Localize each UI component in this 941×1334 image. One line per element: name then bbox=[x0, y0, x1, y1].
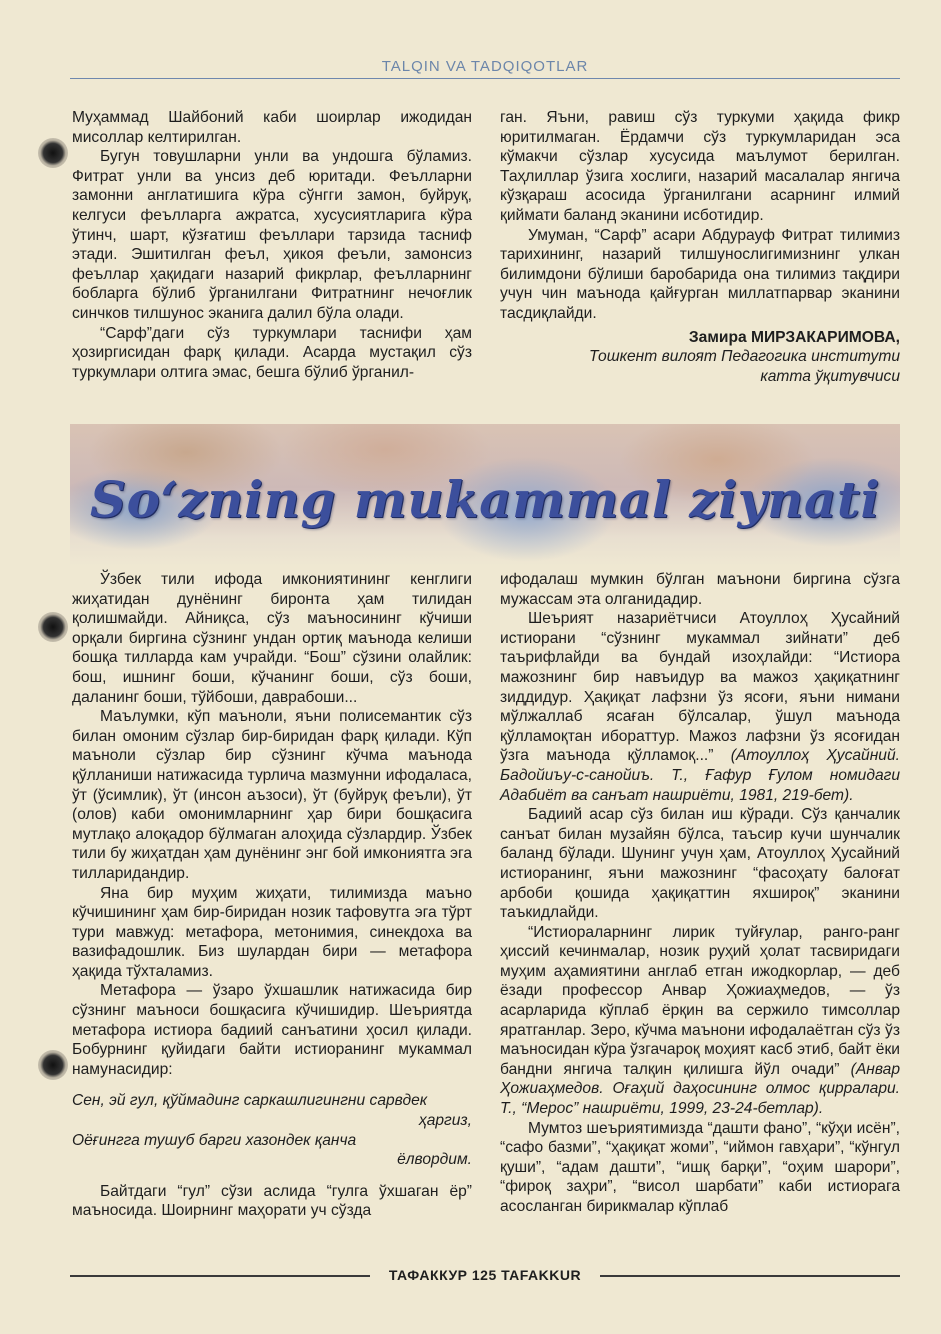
article-title-banner bbox=[70, 424, 900, 566]
citation: (Атоуллоҳ Ҳусайний. Бадойиъу-с-санойиъ. Т., Ғафур Ғулом номидаги Адабиёт ва санъат нашриёти, 1981, 219-бет). bbox=[500, 747, 900, 804]
bottom-right-column bbox=[500, 570, 900, 1217]
punch-hole bbox=[38, 1050, 68, 1080]
paragraph-text: “Истиораларнинг лирик туйғулар, ранго-ранг ҳиссий кечинмалар, нозик руҳий ҳолат тасвиридаги муҳим аҳамиятини англаб етган ижодкорлар, — деб ёзади профессор Анвар Ҳожиаҳмедов, — ўз асарларида кўплаб ёрқин ва сержило тимсоллар яратганлар. Зеро, кўчма маънони ифодалаётган сўз ўз маъносидан кўра ўзгачароқ моҳият касб этиб, байт ёки бандни янгича талқин қилишга йўл очади” bbox=[500, 923, 900, 1078]
author-affiliation: Тошкент вилоят Педагогика институти bbox=[589, 348, 900, 366]
footer-rule bbox=[600, 1275, 900, 1277]
paragraph bbox=[500, 923, 900, 1119]
paragraph: Маълумки, кўп маъноли, яъни полисемантик сўз билан омоним сўзлар бир-биридан фарқ қилади. Кўп маъноли сўзлар бир сўзнинг кўчма маънода қўлланиши натижасида турлича мазмунни ифодаласа, ўт (ўсимлик), ўт (инсон аъзоси), ўт (буйруқ феъли), ўт (олов) каби омонимларнинг ҳар бири бошқасига мутлақо алоқадор бўлмаган алоҳида сўзлардир. Ўзбек тили бу жиҳатдан ҳам дунёнинг энг бой имкониятга эга тилларидандир. bbox=[72, 708, 472, 882]
paragraph: Муҳаммад Шайбоний каби шоирлар ижодидан мисоллар келтирилган. bbox=[72, 109, 472, 146]
author-signature bbox=[500, 328, 900, 387]
verse-line: Сен, эй гул, қўймадинг саркашлигингни сарвдек bbox=[72, 1092, 428, 1110]
paragraph: “Сарф”даги сўз туркумлари таснифи ҳам ҳозиргисидан фарқ қилади. Асарда мустақил сўз туркумлари олтига эмас, бешга бўлиб ўрганил- bbox=[72, 324, 472, 381]
top-left-column bbox=[72, 108, 472, 382]
verse-line: Оёғингга тушуб барги хазондек қанча bbox=[72, 1131, 357, 1149]
author-first-name: Замира bbox=[688, 328, 751, 346]
footer-label: ТАФАККУР 125 TAFAKKUR bbox=[388, 1267, 582, 1283]
author-last-name: МИРЗАКАРИМОВА, bbox=[750, 328, 900, 346]
paragraph: Метафора — ўзаро ўхшашлик натижасида бир сўзнинг маъноси бошқасига кўчишидир. Шеъриятда метафора истиора бадиий санъатини ҳосил қилади. Бобурнинг қуйидаги байти истиоранинг мукаммал намунасидир: bbox=[72, 982, 472, 1078]
author-name bbox=[500, 328, 900, 348]
running-header: TALQIN VA TADQIQOTLAR bbox=[70, 58, 900, 79]
paragraph: Байтдаги “гул” сўзи аслида “гулга ўхшаган ёр” маъносида. Шоирнинг маҳорати уч сўзда bbox=[72, 1182, 472, 1220]
author-position: катта ўқитувчиси bbox=[760, 367, 900, 385]
bottom-left-column bbox=[72, 570, 472, 1221]
page-footer bbox=[70, 1266, 900, 1284]
paragraph bbox=[500, 609, 900, 805]
article-title: So‘zning mukammal ziynati bbox=[89, 470, 880, 529]
paragraph-text: Шеърият назариётчиси Атоуллоҳ Ҳусайний истиорани “сўзнинг мукаммал зийнати” деб таърифлайди ва бундай изоҳлайди: “Истиора мажознинг бир навъидур ва мажоз ҳақиқатнинг зиддидур. Ҳақиқат лафзни ўз ясоғи, яъни нимани мўлжаллаб ясаған бўлсалар, ўшул маънода қўлламоқтан ибораттур. Мажоз лафзни ўз ясоғидан ўзга маънода қўлламоқ...” bbox=[500, 610, 900, 765]
paragraph: Яна бир муҳим жиҳати, тилимизда маъно кўчишининг ҳам бир-биридан нозик тафовутга эга тўрт тури мавжуд: метафора, метонимия, синекдоха ва вазифадошлик. Биз шулардан бири — метафора ҳақида тўхталамиз. bbox=[72, 884, 472, 980]
verse-quote bbox=[72, 1091, 472, 1169]
paragraph: ифодалаш мумкин бўлган маънони биргина сўзга мужассам эта олганидадир. bbox=[500, 571, 900, 608]
footer-rule bbox=[70, 1275, 370, 1277]
punch-hole bbox=[38, 612, 68, 642]
verse-line-end: ёлвордим. bbox=[397, 1151, 472, 1169]
paragraph: Бугун товушларни унли ва ундошга бўламиз. Фитрат унли ва унсиз деб юритади. Феълларни замонни англатишига кўра сўнгги замон, буйруқ, келгуси феълларга ажратса, хусусиятларига кўра ўтинч, шарт, кўзғатиш феъллари тарзида тасниф этади. Эшитилган феъл, ҳикоя феъли, замонсиз феъллар ҳақидаги назарий фикрлар, феълларнинг бобларга бўлиб ўрганилгани Фитратнинг нечоғлик синчков тилшунос эканига далил бўла олади. bbox=[72, 148, 472, 322]
citation: (Анвар Ҳожиаҳмедов. Оғаҳий даҳосининг олмос қирралари. Т., “Мерос” нашриёти, 1999, 23-24-бетлар). bbox=[500, 1060, 900, 1118]
verse-line-end: ҳаргиз, bbox=[418, 1112, 472, 1130]
paragraph: ган. Яъни, равиш сўз туркуми ҳақида фикр юритилмаган. Ёрдамчи сўз туркумларидан эса кўмакчи сўзлар хусусида маълумот берилган. Таҳлиллар ўзига хослиги, назарий масалалар янгича кўзқараш асосида ўрганилгани асарнинг илмий қиймати баланд эканини исботидир. bbox=[500, 109, 900, 224]
paragraph: Ўзбек тили ифода имкониятининг кенглиги жиҳатидан дунёнинг биронта ҳам тилидан қолишмайди. Айниқса, сўз маъносининг кўчиши орқали биргина сўзнинг ундан ортиқ маънода келиши бошқа тилларда кам учрайди. “Бош” сўзини олайлик: бош, ишнинг боши, кўчанинг боши, сўз боши, даланинг боши, тўйбоши, даврабоши... bbox=[72, 571, 472, 706]
paragraph: Мумтоз шеъриятимизда “дашти фано”, “кўҳи исён”, “сафо базми”, “ҳақиқат жоми”, “иймон гавҳари”, “кўнгул қуши”, “адам дашти”, “ишқ барқи”, “оҳим шарори”, “фироқ заҳри”, “висол шарбати” каби истиорага асосланган бирикмалар кўплаб bbox=[500, 1119, 900, 1215]
paragraph: Умуман, “Сарф” асари Абдурауф Фитрат тилимиз тарихининг, назарий тилшунослигимизнинг улкан билимдони бўлиши баробарида она тилимиз тақдири учун чин маънода қайғурган миллатпарвар эканини тасдиқлайди. bbox=[500, 226, 900, 322]
top-right-column bbox=[500, 108, 900, 386]
punch-hole bbox=[38, 138, 68, 168]
paragraph: Бадиий асар сўз билан иш кўради. Сўз қанчалик санъат билан музайян бўлса, таъсир кучи шунчалик баланд бўлади. Шунинг учун ҳам, Атоуллоҳ Ҳусайний истиоранинг, яъни мажознинг “фасоҳату балоғат арбоби қошида ҳақиқаттин яхширoқ” эканини таъкидлайди. bbox=[500, 806, 900, 922]
